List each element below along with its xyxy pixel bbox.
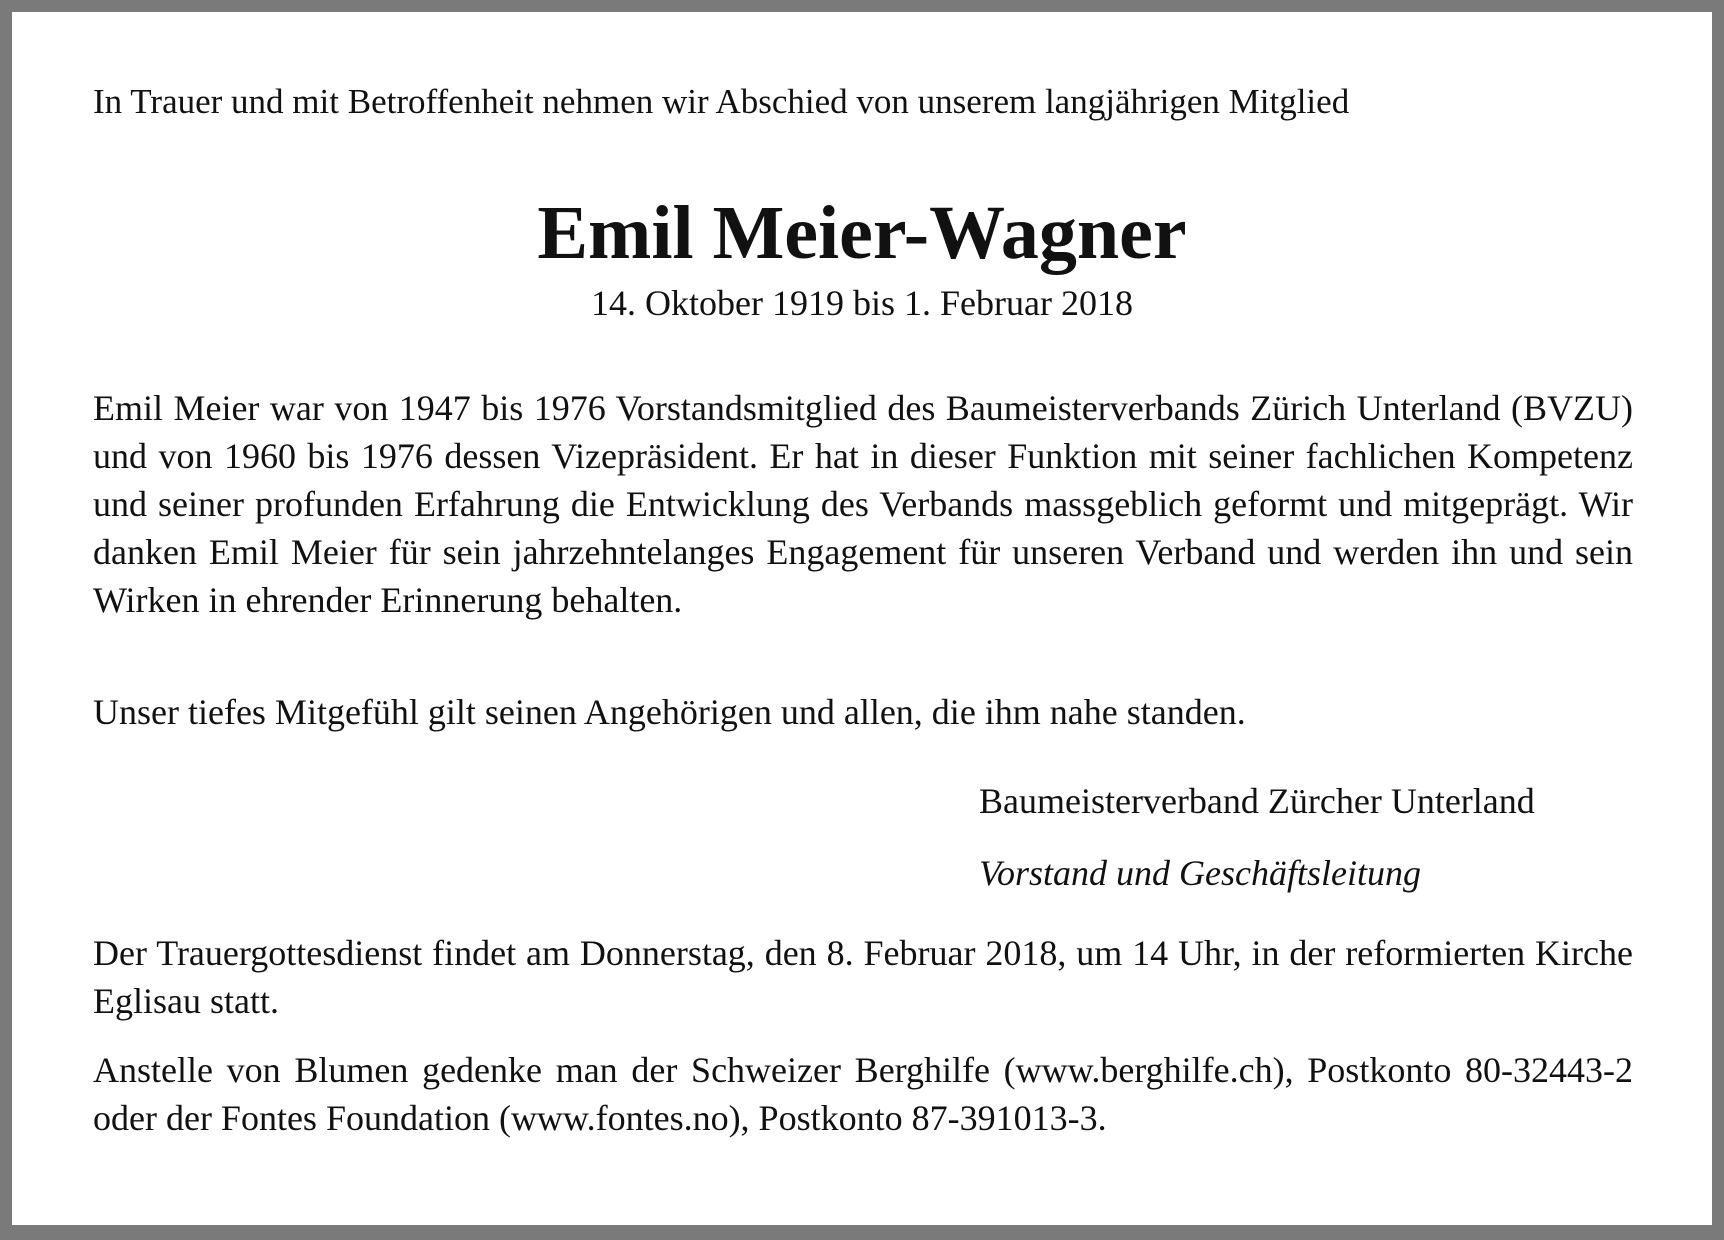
obituary-notice — [12, 12, 1712, 1225]
donation-paragraph: Anstelle von Blumen gedenke man der Schweizer Berghilfe (www.berghilfe.ch), Postkonto 80-32443-2 oder der Fontes Foundation (www.fontes.no), Postkonto 87-391013-3. — [93, 1050, 1633, 1138]
tribute-paragraph: Emil Meier war von 1947 bis 1976 Vorstandsmitglied des Baumeisterverbands Zürich Unterland (BVZU) und von 1960 bis 1976 dessen Vizepräsident. Er hat in dieser Funktion mit seiner fachlichen Kompetenz und seiner profunden Erfahrung die Entwicklung des Verbands massgeblich geformt und mitgeprägt. Wir danken Emil Meier für sein jahrzehntelanges Engagement für unseren Verband und werden ihn und sein Wirken in ehrender Erinnerung behalten. — [93, 388, 1633, 620]
signature-organization: Baumeisterverband Zürcher Unterland — [979, 781, 1535, 821]
service-paragraph: Der Trauergottesdienst findet am Donnerstag, den 8. Februar 2018, um 14 Uhr, in der reformierten Kirche Eglisau statt. — [93, 933, 1633, 1021]
deceased-name: Emil Meier-Wagner — [537, 191, 1187, 275]
signature-board: Vorstand und Geschäftsleitung — [979, 853, 1421, 893]
sympathy-paragraph: Unser tiefes Mitgefühl gilt seinen Angehörigen und allen, die ihm nahe standen. — [93, 692, 1246, 732]
intro-line: In Trauer und mit Betroffenheit nehmen wir Abschied von unserem langjährigen Mitglied — [93, 82, 1350, 121]
life-dates: 14. Oktober 1919 bis 1. Februar 2018 — [591, 283, 1133, 323]
